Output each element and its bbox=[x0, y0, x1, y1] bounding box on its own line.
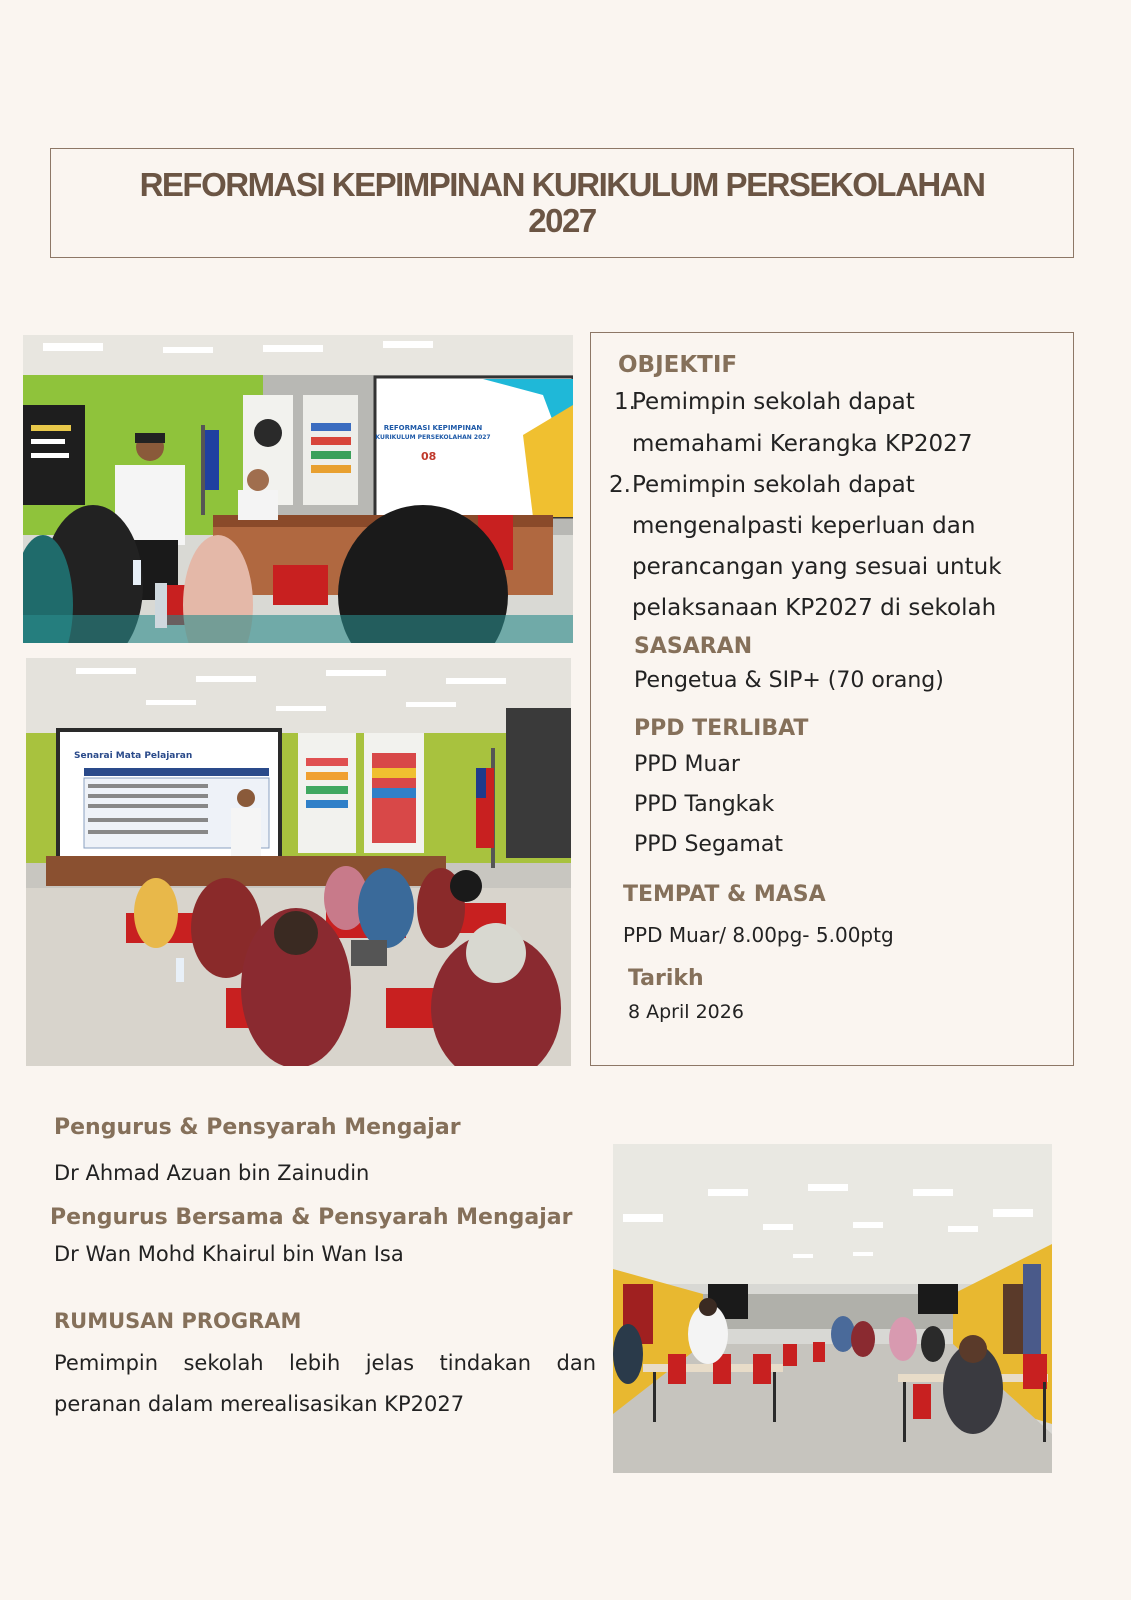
pengurus-name: Dr Ahmad Azuan bin Zainudin bbox=[54, 1161, 370, 1185]
photo-audience-session bbox=[26, 658, 571, 1066]
pengurus-heading: Pengurus & Pensyarah Mengajar bbox=[54, 1115, 461, 1140]
ppd-item-muar: PPD Muar bbox=[634, 752, 740, 777]
rumusan-line-1: Pemimpin sekolah lebih jelas tindakan dan bbox=[54, 1351, 596, 1375]
title-box bbox=[50, 148, 1074, 258]
objektif-item-2-line-1: Pemimpin sekolah dapat bbox=[632, 472, 915, 498]
objektif-item-1-line-1: Pemimpin sekolah dapat bbox=[632, 389, 915, 415]
photo-hall-participants bbox=[613, 1144, 1052, 1473]
tempat-value: PPD Muar/ 8.00pg- 5.00ptg bbox=[623, 923, 894, 947]
svg-text:REFORMASI KEPIMPINAN: REFORMASI KEPIMPINAN bbox=[383, 424, 483, 432]
tempat-heading: TEMPAT & MASA bbox=[623, 882, 826, 907]
ppd-heading: PPD TERLIBAT bbox=[634, 716, 809, 741]
pengurus-bersama-heading: Pengurus Bersama & Pensyarah Mengajar bbox=[50, 1205, 573, 1230]
svg-text:08: 08 bbox=[421, 450, 437, 463]
objektif-item-1-line-2: memahami Kerangka KP2027 bbox=[632, 431, 973, 457]
title-line-1: REFORMASI KEPIMPINAN KURIKULUM PERSEKOLAHAN bbox=[139, 166, 985, 203]
rumusan-line-2: peranan dalam merealisasikan KP2027 bbox=[54, 1392, 465, 1416]
svg-text:Senarai Mata Pelajaran: Senarai Mata Pelajaran bbox=[74, 751, 193, 761]
objektif-item-1-number: 1. bbox=[614, 389, 636, 415]
objektif-item-2-line-3: perancangan yang sesuai untuk bbox=[632, 554, 1002, 580]
pengurus-bersama-name: Dr Wan Mohd Khairul bin Wan Isa bbox=[54, 1242, 404, 1266]
rumusan-heading: RUMUSAN PROGRAM bbox=[54, 1309, 302, 1333]
objektif-item-2-line-4: pelaksanaan KP2027 di sekolah bbox=[632, 595, 997, 621]
ppd-item-segamat: PPD Segamat bbox=[634, 832, 783, 857]
sasaran-value: Pengetua & SIP+ (70 orang) bbox=[634, 668, 944, 693]
svg-text:KURIKULUM PERSEKOLAHAN 2027: KURIKULUM PERSEKOLAHAN 2027 bbox=[375, 434, 491, 441]
tarikh-heading: Tarikh bbox=[628, 966, 704, 991]
objektif-item-2-number: 2. bbox=[609, 472, 631, 498]
objektif-item-2-line-2: mengenalpasti keperluan dan bbox=[632, 513, 976, 539]
sasaran-heading: SASARAN bbox=[634, 634, 753, 659]
ppd-item-tangkak: PPD Tangkak bbox=[634, 792, 775, 817]
photo-speaker-presentation bbox=[23, 335, 573, 643]
title-line-2: 2027 bbox=[528, 202, 596, 239]
objektif-heading: OBJEKTIF bbox=[618, 352, 738, 378]
tarikh-value: 8 April 2026 bbox=[628, 1001, 744, 1023]
